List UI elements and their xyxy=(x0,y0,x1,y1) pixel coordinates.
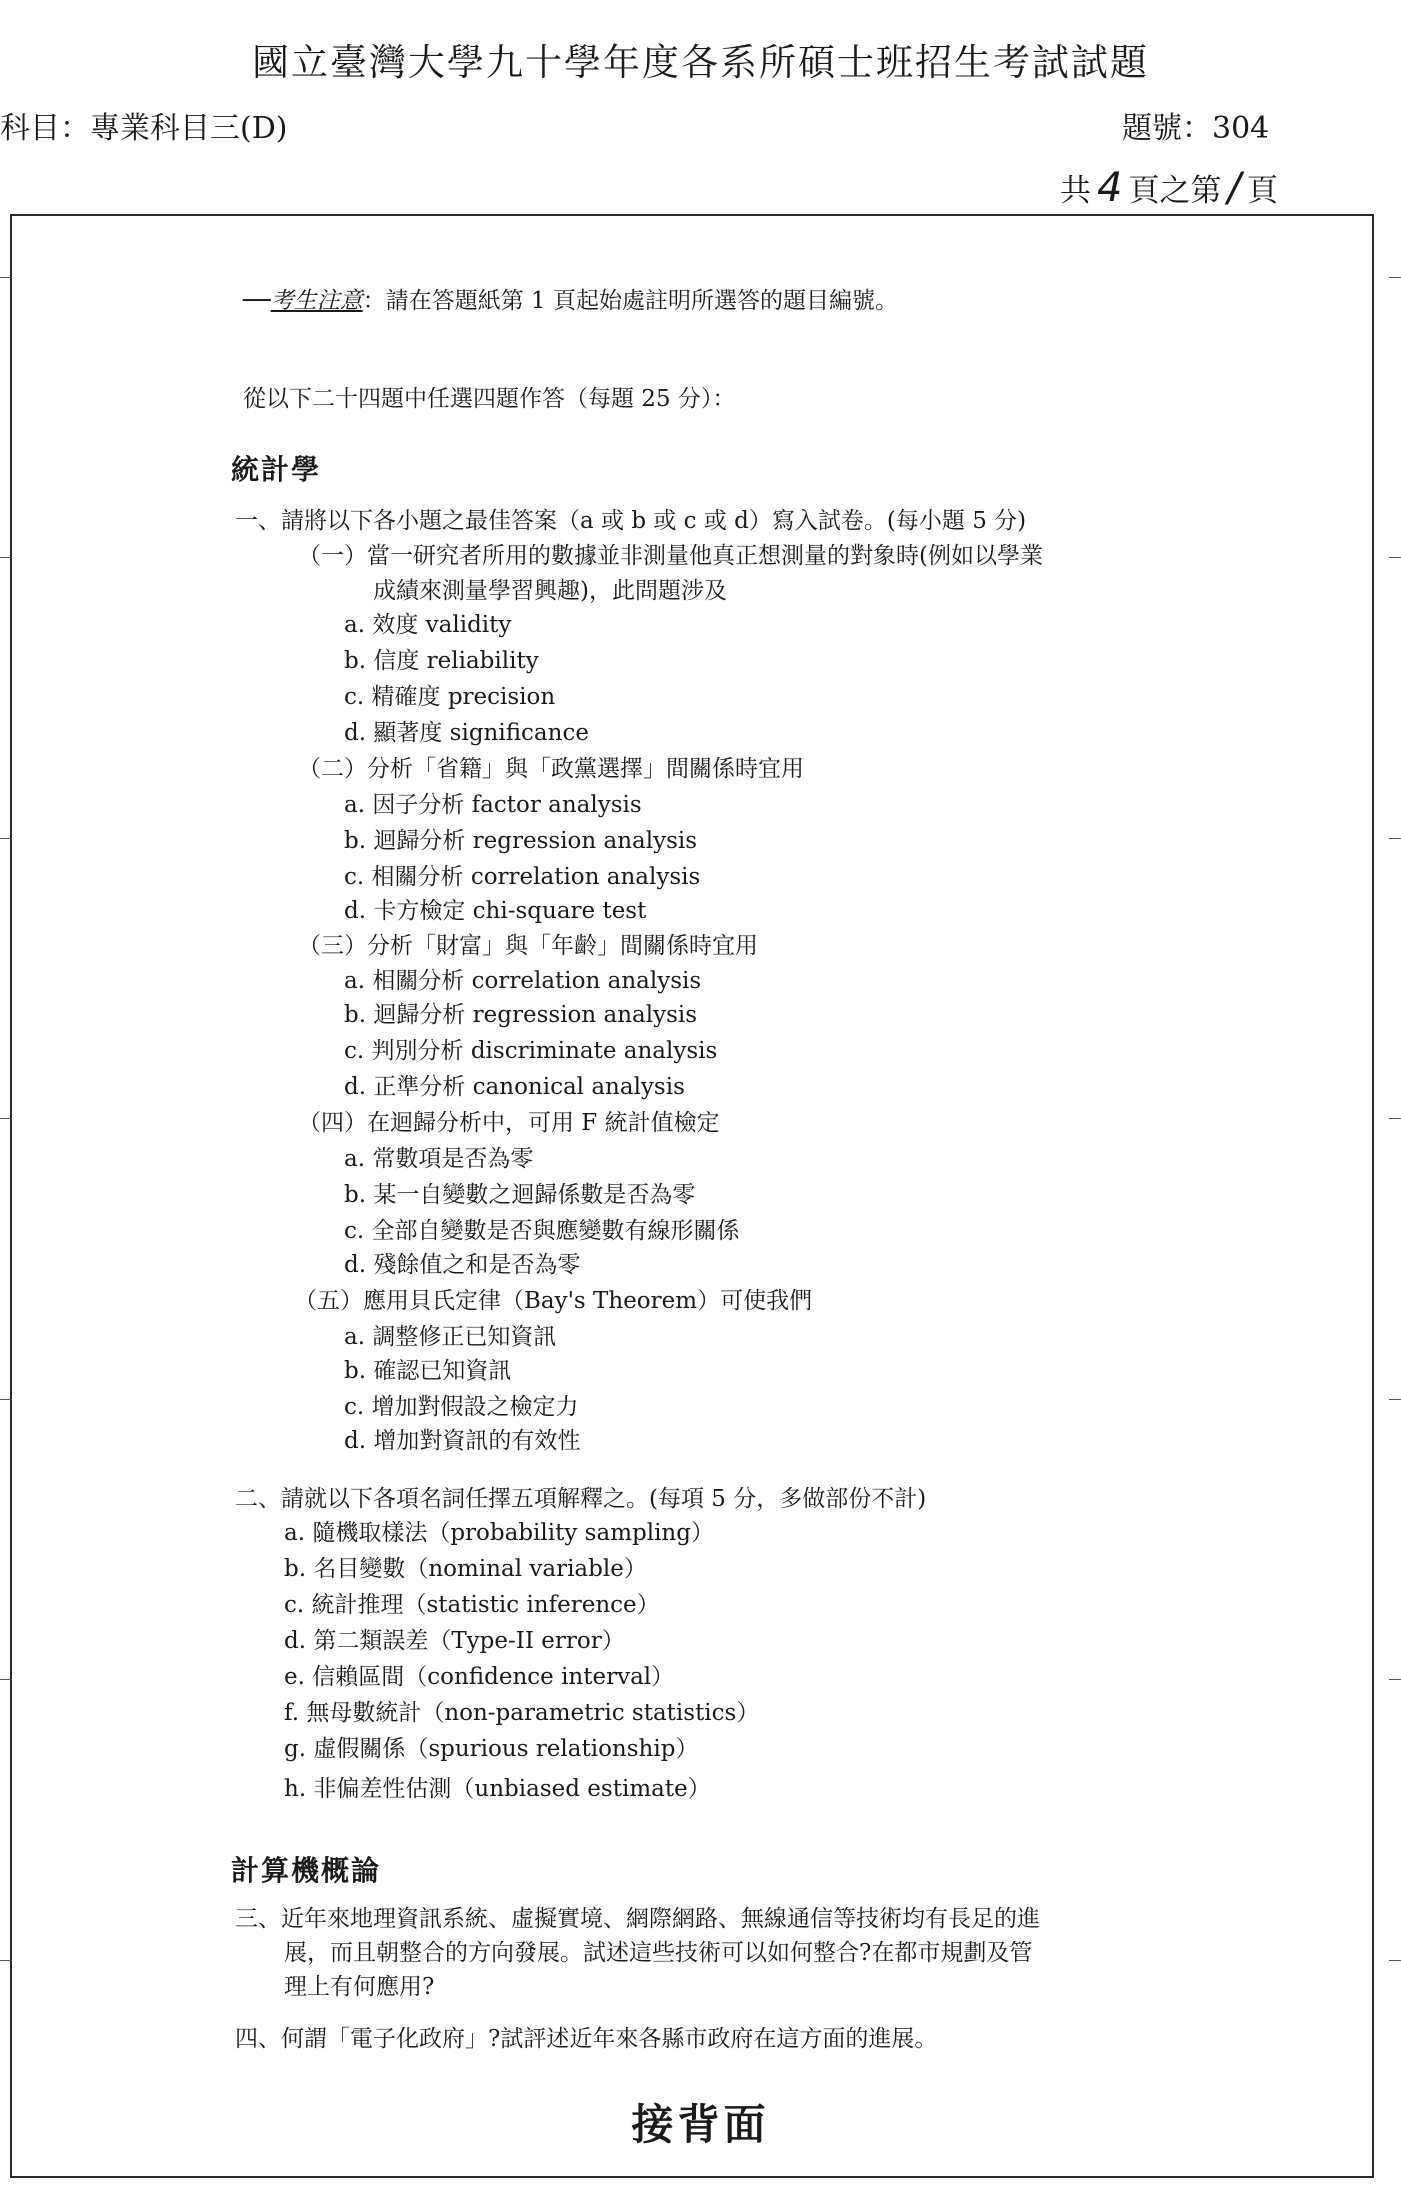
question-1: 一、請將以下各小題之最佳答案（a 或 b 或 c 或 d）寫入試卷。(每小題 5 分) xyxy=(235,508,1027,534)
term-item: d. 第二類誤差（Type-II error） xyxy=(284,1628,625,1654)
option: c. 相關分析 correlation analysis xyxy=(344,864,701,890)
option: d. 正準分析 canonical analysis xyxy=(344,1074,685,1100)
sub-question-1: （一）當一研究者所用的數據並非測量他真正想測量的對象時(例如以學業 xyxy=(298,543,1043,569)
option: b. 迴歸分析 regression analysis xyxy=(344,828,698,854)
edge-tick xyxy=(1389,1399,1401,1400)
page-prefix: 共 xyxy=(1060,173,1091,209)
option: a. 相關分析 correlation analysis xyxy=(344,968,702,994)
edge-tick xyxy=(1389,1960,1401,1961)
term-item: c. 統計推理（statistic inference） xyxy=(284,1592,660,1618)
option: b. 某一自變數之迴歸係數是否為零 xyxy=(344,1182,696,1208)
page-mid: 頁之第 xyxy=(1128,173,1222,209)
option: a. 因子分析 factor analysis xyxy=(344,792,642,818)
edge-tick xyxy=(1389,838,1401,839)
edge-tick xyxy=(1389,557,1401,558)
sub-question-4: （四）在迴歸分析中，可用 F 統計值檢定 xyxy=(298,1110,720,1136)
instruction: 從以下二十四題中任選四題作答（每題 25 分）： xyxy=(243,386,736,412)
question-3-cont: 展，而且朝整合的方向發展。試述這些技術可以如何整合?在都市規劃及管 xyxy=(284,1940,1033,1966)
sub-question-5: （五）應用貝氏定律（Bay's Theorem）可使我們 xyxy=(294,1288,813,1314)
section-title-computer: 計算機概論 xyxy=(231,1854,382,1887)
sub-question-2: （二）分析「省籍」與「政黨選擇」間關係時宜用 xyxy=(298,756,804,782)
exam-title: 國立臺灣大學九十學年度各系所碩士班招生考試試題 xyxy=(252,41,1149,84)
page-total: 4 xyxy=(1097,165,1123,211)
sub-question-1-cont: 成績來測量學習興趣)，此問題涉及 xyxy=(373,578,727,604)
option: a. 常數項是否為零 xyxy=(344,1146,534,1172)
term-item: b. 名目變數（nominal variable） xyxy=(284,1556,647,1582)
term-item: f. 無母數統計（non-parametric statistics） xyxy=(284,1700,760,1726)
notice-dash: ── xyxy=(243,288,271,314)
edge-tick xyxy=(1389,1679,1401,1680)
subject-label: 科目：專業科目三(D) xyxy=(0,111,288,146)
option: b. 確認已知資訊 xyxy=(344,1358,512,1384)
section-title-statistics: 統計學 xyxy=(231,453,322,486)
option: b. 信度 reliability xyxy=(344,648,539,674)
option: b. 迴歸分析 regression analysis xyxy=(344,1002,698,1028)
sub-question-3: （三）分析「財富」與「年齡」間關係時宜用 xyxy=(298,933,758,959)
page-suffix: 頁 xyxy=(1246,173,1278,209)
continue-on-back: 接背面 xyxy=(631,2100,770,2149)
term-item: g. 虛假關係（spurious relationship） xyxy=(284,1736,699,1762)
option: d. 顯著度 significance xyxy=(344,720,589,746)
term-item: h. 非偏差性估測（unbiased estimate） xyxy=(284,1776,711,1802)
term-item: a. 隨機取樣法（probability sampling） xyxy=(284,1520,714,1546)
edge-tick xyxy=(0,1399,12,1400)
option: d. 增加對資訊的有效性 xyxy=(344,1428,581,1454)
page-info xyxy=(1060,165,1278,211)
notice-label: 考生注意 xyxy=(270,288,363,314)
page-current: / xyxy=(1227,165,1241,211)
edge-tick xyxy=(0,1960,12,1961)
option: a. 調整修正已知資訊 xyxy=(344,1324,557,1350)
question-3-cont: 理上有何應用? xyxy=(284,1974,435,2000)
option: c. 全部自變數是否與應變數有線形關係 xyxy=(344,1218,740,1244)
edge-tick xyxy=(0,1679,12,1680)
question-3: 三、近年來地理資訊系統、虛擬實境、網際網路、無線通信等技術均有長足的進 xyxy=(235,1906,1040,1932)
option: d. 殘餘值之和是否為零 xyxy=(344,1252,581,1278)
edge-tick xyxy=(0,557,12,558)
edge-tick xyxy=(0,277,12,278)
question-4: 四、何謂「電子化政府」?試評述近年來各縣市政府在這方面的進展。 xyxy=(235,2026,938,2052)
edge-tick xyxy=(0,1118,12,1119)
question-2: 二、請就以下各項名詞任擇五項解釋之。(每項 5 分，多做部份不計) xyxy=(235,1486,927,1512)
edge-tick xyxy=(0,838,12,839)
question-number: 題號：304 xyxy=(1122,111,1270,146)
option: d. 卡方檢定 chi-square test xyxy=(344,898,647,924)
option: c. 精確度 precision xyxy=(344,684,556,710)
notice-text: ：請在答題紙第 1 頁起始處註明所選答的題目編號。 xyxy=(362,288,898,314)
edge-tick xyxy=(1389,277,1401,278)
option: a. 效度 validity xyxy=(344,612,512,638)
option: c. 判別分析 discriminate analysis xyxy=(344,1038,718,1064)
candidate-notice xyxy=(243,282,898,315)
edge-tick xyxy=(1389,1118,1401,1119)
option: c. 增加對假設之檢定力 xyxy=(344,1394,579,1420)
term-item: e. 信賴區間（confidence interval） xyxy=(284,1664,675,1690)
